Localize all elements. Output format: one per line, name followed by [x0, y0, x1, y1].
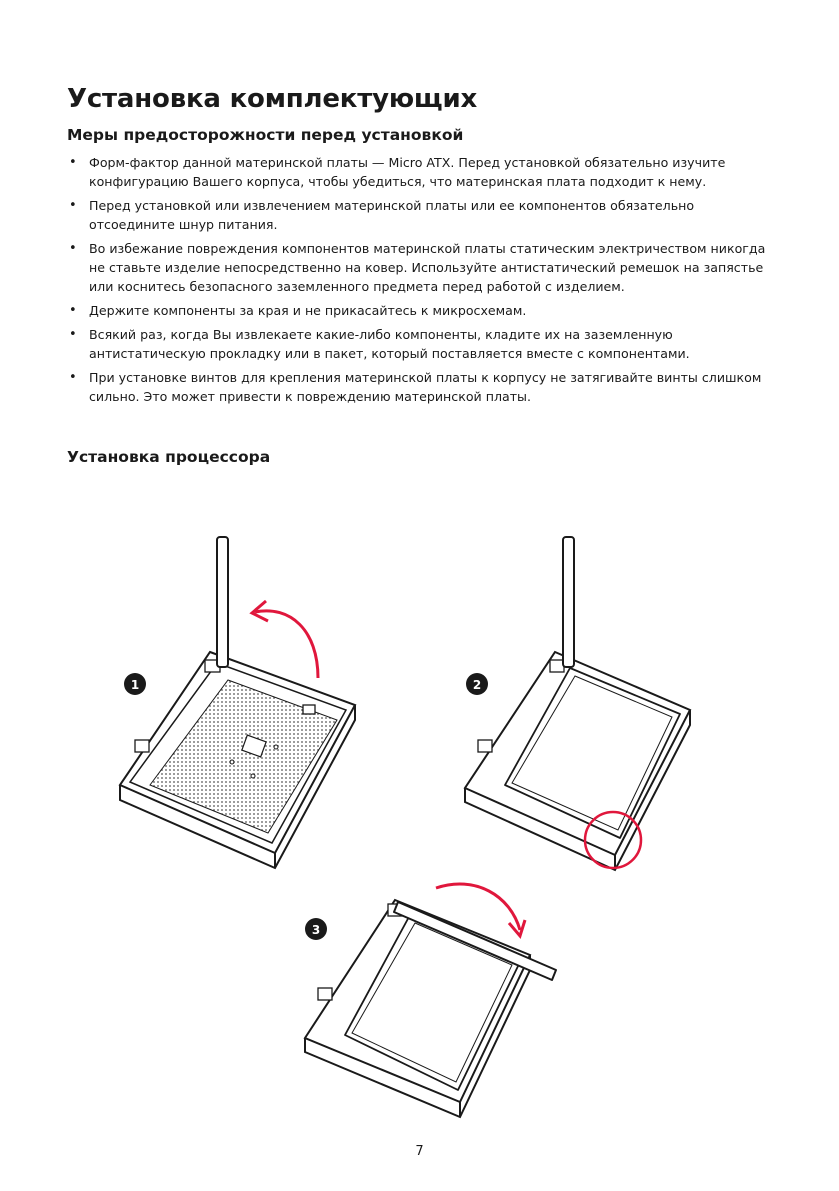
precaution-item: • При установке винтов для крепления материнской платы к корпусу не затягивайте винты слишком сильно. Это может привести к повреждению материнской платы. — [67, 368, 777, 406]
precaution-item: • Всякий раз, когда Вы извлекаете какие-либо компоненты, кладите их на заземленную антистатическую прокладку или в пакет, который поставляется вместе с компонентами. — [67, 325, 777, 363]
step-number: 1 — [130, 678, 140, 692]
step-number: 2 — [472, 678, 482, 692]
precaution-item: • Форм-фактор данной материнской платы — Micro ATX. Перед установкой обязательно изучите конфигурацию Вашего корпуса, чтобы убедиться, что материнская плата подходит к нему. — [67, 153, 777, 191]
page-number: 7 — [415, 1144, 424, 1159]
step-3-lever-closed — [305, 884, 556, 1117]
cpu-installation-heading: Установка процессора — [67, 448, 271, 466]
page-title: Установка комплектующих — [67, 84, 478, 114]
step-badge-2 — [466, 673, 488, 695]
precautions-list — [67, 153, 777, 411]
step-number: 3 — [311, 923, 321, 937]
precaution-item: • Во избежание повреждения компонентов материнской платы статическим электричеством никогда не ставьте изделие непосредственно на ковер. Используйте антистатический ремешок на запястье или коснитесь безопасного заземленного предмета перед работой с изделием. — [67, 239, 777, 296]
cpu-installation-illustration — [0, 500, 839, 1130]
step-badge-1 — [124, 673, 146, 695]
step-1-socket-open — [120, 537, 355, 868]
step-badge-3 — [305, 918, 327, 940]
step-2-cpu-placed — [465, 537, 690, 870]
precaution-item: • Держите компоненты за края и не прикасайтесь к микросхемам. — [67, 301, 777, 320]
precautions-heading: Меры предосторожности перед установкой — [67, 126, 464, 144]
precaution-item: • Перед установкой или извлечением материнской платы или ее компонентов обязательно отсоедините шнур питания. — [67, 196, 777, 234]
